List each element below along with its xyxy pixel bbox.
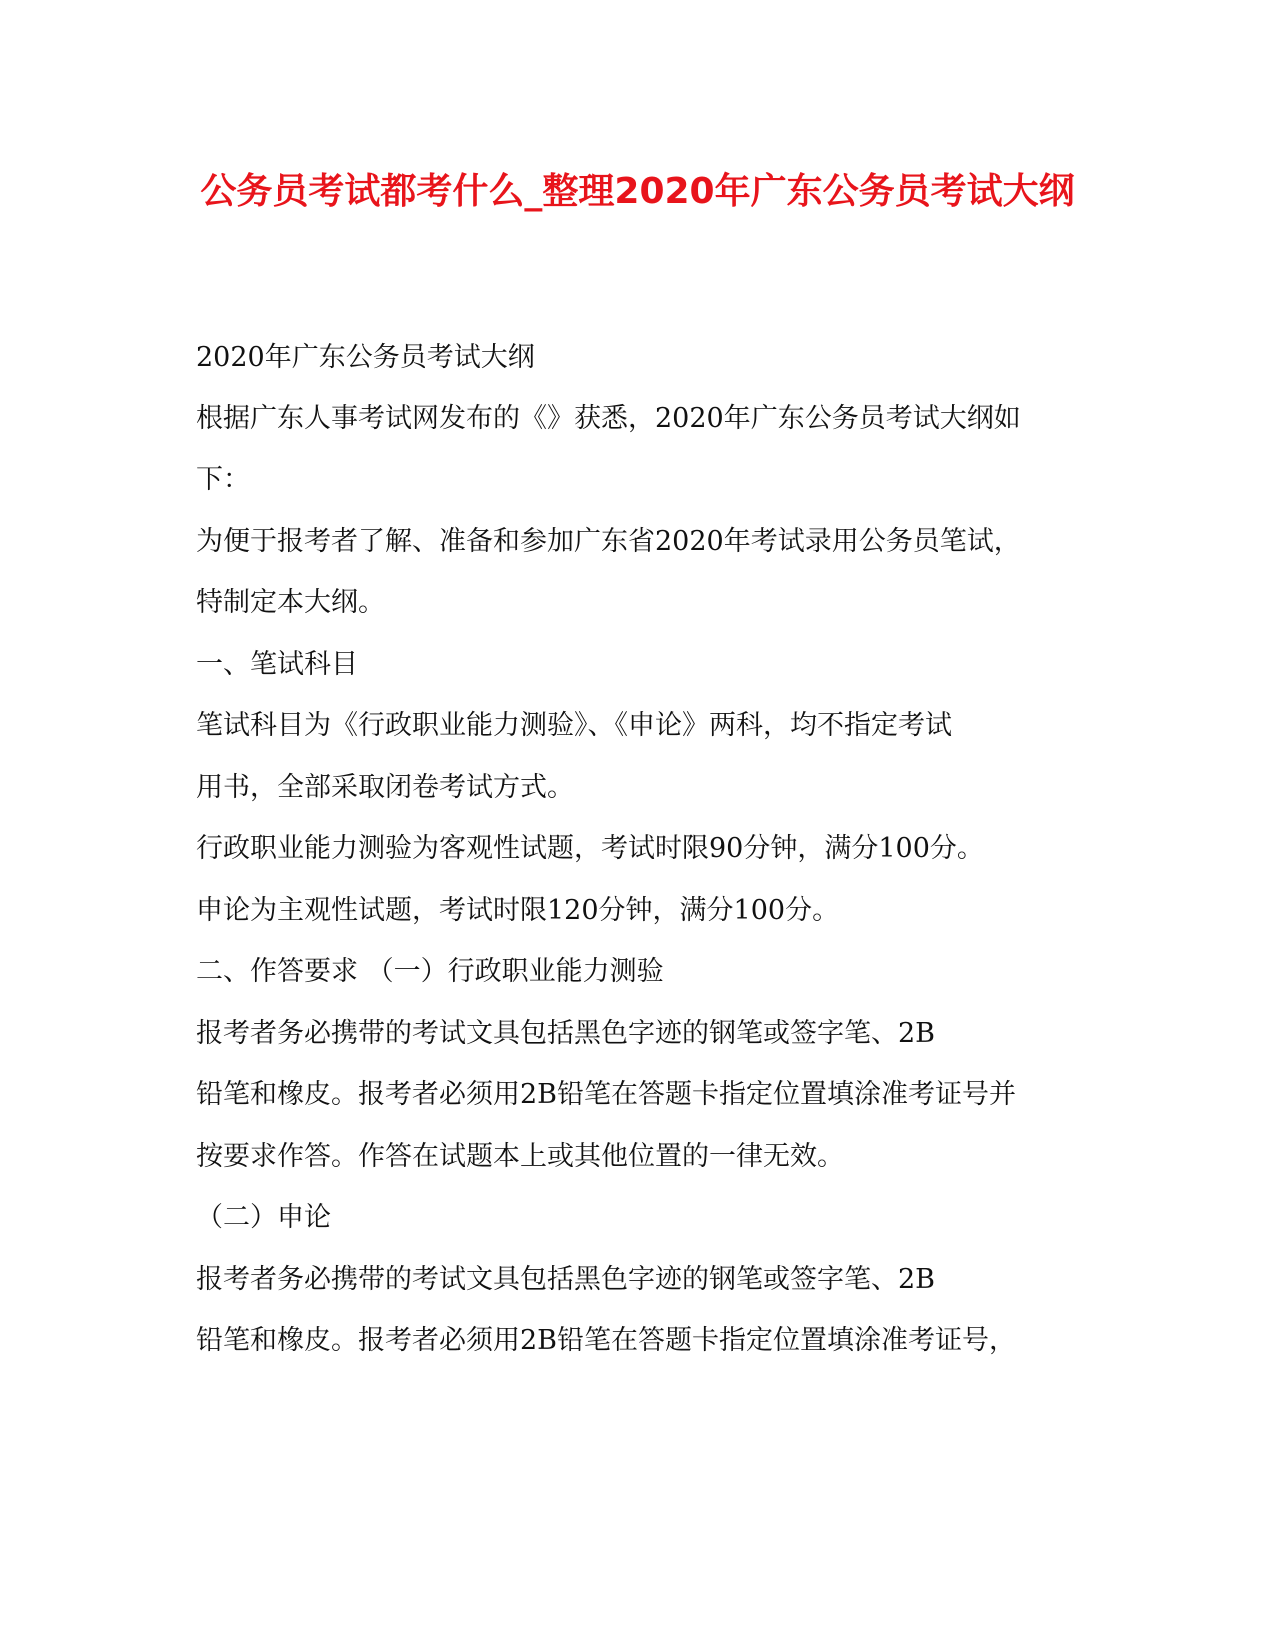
body-line: 铅笔和橡皮。报考者必须用2B铅笔在答题卡指定位置填涂准考证号， xyxy=(196,1325,1017,1356)
body-line: 用书，全部采取闭卷考试方式。 xyxy=(196,772,574,803)
body-line: 报考者务必携带的考试文具包括黑色字迹的钢笔或签字笔、2B xyxy=(196,1018,936,1049)
subsection-heading: （二）申论 xyxy=(196,1202,331,1233)
body-line: 申论为主观性试题，考试时限120分钟，满分100分。 xyxy=(196,895,840,926)
section-heading: 二、作答要求 （一）行政职业能力测验 xyxy=(196,956,664,987)
body-line: 笔试科目为《行政职业能力测验》、《申论》两科，均不指定考试 xyxy=(196,710,952,741)
body-line: 特制定本大纲。 xyxy=(196,587,385,618)
section-heading: 一、笔试科目 xyxy=(196,649,358,680)
body-line: 下： xyxy=(196,464,250,495)
body-line: 根据广东人事考试网发布的《》获悉，2020年广东公务员考试大纲如 xyxy=(196,403,1021,434)
body-line: 按要求作答。作答在试题本上或其他位置的一律无效。 xyxy=(196,1141,844,1172)
body-line: 铅笔和橡皮。报考者必须用2B铅笔在答题卡指定位置填涂准考证号并 xyxy=(196,1079,1017,1110)
body-line: 2020年广东公务员考试大纲 xyxy=(196,342,535,373)
body-line: 为便于报考者了解、准备和参加广东省2020年考试录用公务员笔试， xyxy=(196,526,1021,557)
body-line: 报考者务必携带的考试文具包括黑色字迹的钢笔或签字笔、2B xyxy=(196,1264,936,1295)
page-title: 公务员考试都考什么_整理2020年广东公务员考试大纲 xyxy=(200,171,1075,212)
body-line: 行政职业能力测验为客观性试题，考试时限90分钟，满分100分。 xyxy=(196,833,984,864)
